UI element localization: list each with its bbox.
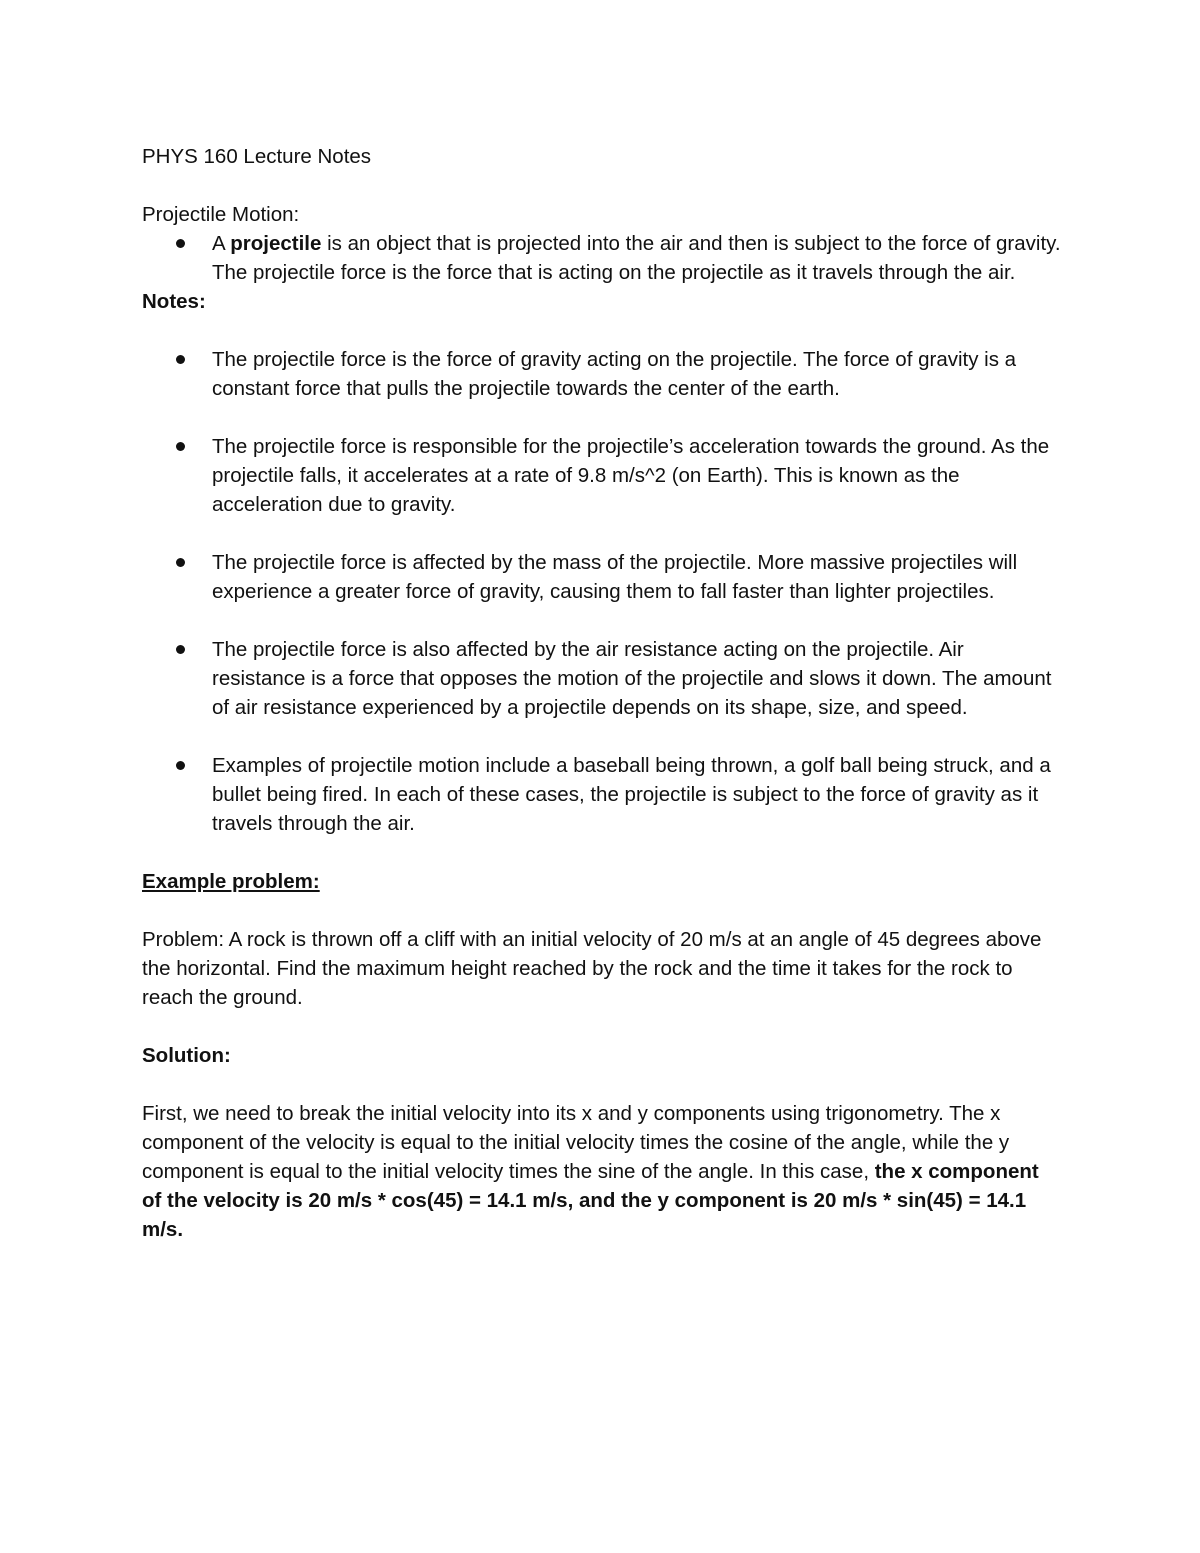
- spacer: [142, 1070, 1062, 1099]
- note-text: The projectile force is affected by the mass of the projectile. More massive projectiles will experience a greater force of gravity, causing them to fall faster than lighter projectiles.: [212, 551, 1018, 603]
- note-text: Examples of projectile motion include a baseball being thrown, a golf ball being struck, and a bullet being fired. In each of these cases, the projectile is subject to the force of gravity as it travels through the air.: [212, 754, 1051, 835]
- definition-term: projectile: [230, 232, 322, 255]
- spacer: [142, 519, 1062, 548]
- definition-body: is an object that is projected into the air and then is subject to the force of gravity. The projectile force is the force that is acting on the projectile as it travels through the air.: [212, 232, 1061, 284]
- note-text: The projectile force is the force of gravity acting on the projectile. The force of gravity is a constant force that pulls the projectile towards the center of the earth.: [212, 348, 1017, 400]
- spacer: [142, 403, 1062, 432]
- solution-body: First, we need to break the initial velocity into its x and y components using trigonometry. The x component of the velocity is equal to the initial velocity times the cosine of the angle, while the y component is equal to the initial velocity times the sine of the angle. In this case,: [142, 1102, 1010, 1183]
- definition-item: [142, 229, 1062, 287]
- note-item: [142, 751, 1062, 838]
- solution-text: [142, 1099, 1062, 1244]
- note-text: The projectile force is responsible for the projectile’s acceleration towards the ground. As the projectile falls, it accelerates at a rate of 9.8 m/s^2 (on Earth). This is known as the acceleration due to gravity.: [212, 435, 1050, 516]
- note-item: [142, 635, 1062, 722]
- definition-list: [142, 229, 1062, 287]
- bullet-icon: [176, 558, 185, 567]
- bullet-icon: [176, 239, 185, 248]
- bullet-icon: [176, 761, 185, 770]
- spacer: [142, 171, 1062, 200]
- document-title: PHYS 160 Lecture Notes: [142, 145, 372, 168]
- problem-text: Problem: A rock is thrown off a cliff with an initial velocity of 20 m/s at an angle of 45 degrees above the horizontal. Find the maximum height reached by the rock and the time it takes for the rock to reach the ground.: [142, 928, 1042, 1009]
- solution-result: the x component of the velocity is 20 m/s * cos(45) = 14.1 m/s, and the y component is 20 m/s * sin(45) = 14.1 m/s.: [142, 1160, 1039, 1241]
- note-item: [142, 432, 1062, 519]
- spacer: [142, 722, 1062, 751]
- spacer: [142, 1012, 1062, 1041]
- document-page: [142, 142, 1062, 1244]
- definition-text: [212, 229, 1062, 287]
- bullet-icon: [176, 645, 185, 654]
- section-heading: Projectile Motion:: [142, 203, 300, 226]
- spacer: [142, 838, 1062, 867]
- note-item: [142, 345, 1062, 403]
- definition-prefix: A: [212, 232, 231, 255]
- spacer: [142, 316, 1062, 345]
- bullet-icon: [176, 442, 185, 451]
- notes-list: [142, 345, 1062, 838]
- spacer: [142, 896, 1062, 925]
- bullet-icon: [176, 355, 185, 364]
- notes-heading: Notes:: [142, 290, 206, 313]
- spacer: [142, 606, 1062, 635]
- solution-heading: Solution:: [142, 1044, 231, 1067]
- note-item: [142, 548, 1062, 606]
- note-text: The projectile force is also affected by the air resistance acting on the projectile. Air resistance is a force that opposes the motion of the projectile and slows it down. The amount of air resistance experienced by a projectile depends on its shape, size, and speed.: [212, 638, 1052, 719]
- example-heading: Example problem:: [142, 870, 320, 893]
